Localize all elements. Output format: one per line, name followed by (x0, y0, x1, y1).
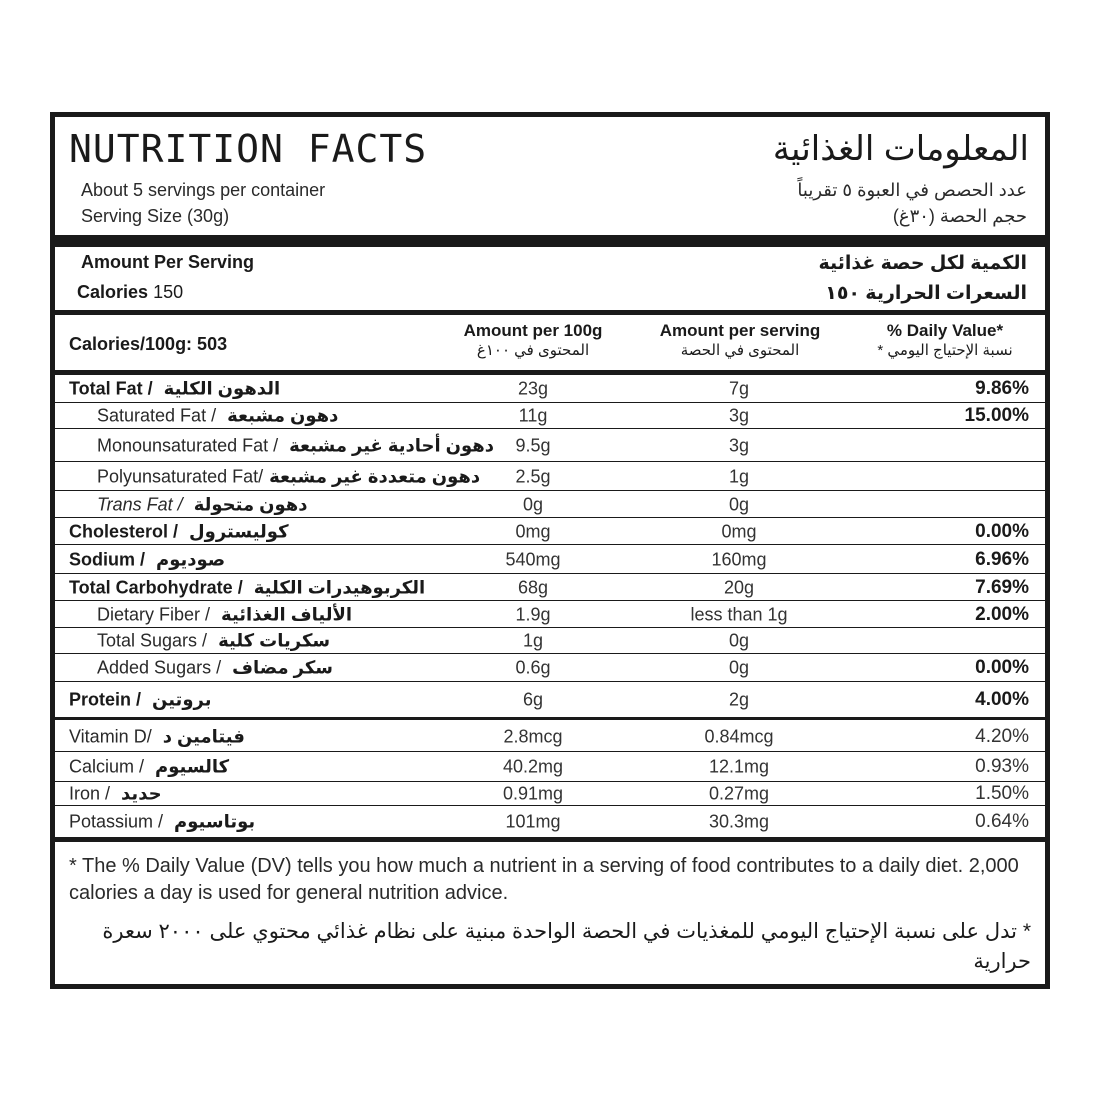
nutrient-name-ar: الكربوهيدرات الكلية (253, 577, 426, 597)
calories-en (77, 282, 183, 303)
nutrient-row (55, 805, 1045, 838)
nutrient-name-en: Saturated Fat / (97, 405, 222, 426)
amount-per-100g: 2.8mcg (503, 726, 563, 747)
nutrient-row (55, 428, 1045, 462)
nutrient-name-ar: فيتامين د (162, 726, 245, 747)
amount-per-serving-en: Amount Per Serving (81, 252, 255, 272)
nutrient-name (97, 604, 352, 625)
col-header-dv-en: % Daily Value* (886, 321, 1004, 340)
nutrient-name-ar: حديد (121, 783, 162, 804)
nutrient-row (55, 544, 1045, 574)
nutrient-row (55, 517, 1045, 545)
daily-value: 7.69% (975, 576, 1029, 598)
nutrient-name-en: Calcium / (69, 756, 150, 777)
amount-per-serving: 2g (728, 689, 750, 710)
amount-per-100g: 68g (517, 577, 549, 597)
calories-per-100g: Calories/100g: 503 (69, 334, 228, 354)
nutrient-name-ar: بوتاسيوم (174, 811, 256, 832)
amount-per-serving: 0g (728, 630, 750, 651)
col-header-perserv-ar: المحتوى في الحصة (680, 342, 800, 359)
nutrient-name (97, 658, 333, 679)
title-en: NUTRITION FACTS (69, 127, 428, 171)
nutrient-row (55, 627, 1045, 654)
col-header-per100-ar: المحتوى في ١٠٠غ (476, 342, 590, 359)
amount-per-100g: 9.5g (515, 435, 551, 455)
amount-per-100g: 0mg (515, 521, 551, 541)
nutrient-row (55, 375, 1045, 402)
amount-per-100g: 1g (522, 630, 544, 651)
amount-per-serving: 0.27mg (708, 783, 770, 804)
servings-per-container-ar: عدد الحصص في العبوة ٥ تقريباً (797, 180, 1027, 200)
nutrient-name (97, 466, 480, 487)
nutrient-row (55, 781, 1045, 806)
nutrient-name-en: Potassium / (69, 811, 169, 832)
nutrient-name-ar: دهون أحادية غير مشبعة (289, 435, 495, 455)
thick-divider (55, 235, 1045, 247)
daily-value: 0.64% (975, 811, 1029, 832)
nutrient-name-ar: سكر مضاف (232, 657, 334, 678)
nutrient-name (97, 494, 307, 515)
nutrient-name-en: Vitamin D/ (69, 726, 157, 747)
daily-value: 6.96% (975, 548, 1029, 570)
nutrient-name (69, 727, 245, 748)
nutrient-row (55, 461, 1045, 491)
nutrient-name-en: Iron / (69, 783, 116, 804)
calories-ar: السعرات الحرارية ١٥٠ (825, 283, 1027, 304)
nutrient-row (55, 653, 1045, 682)
nutrient-name (69, 577, 425, 598)
nutrient-name-ar: كوليسترول (189, 521, 289, 541)
nutrient-name (69, 549, 225, 570)
nutrition-facts-label (50, 112, 1050, 989)
amount-per-serving: 3g (728, 435, 750, 455)
amount-per-serving: 0.84mcg (704, 726, 774, 747)
amount-per-100g: 2.5g (515, 466, 551, 486)
nutrient-name-en: Total Sugars / (97, 630, 213, 651)
nutrient-name-en: Polyunsaturated Fat/ (97, 466, 264, 486)
amount-per-serving: 20g (723, 577, 755, 597)
nutrient-name-ar: سكريات كلية (218, 630, 331, 651)
amount-per-serving: 0g (728, 494, 750, 514)
nutrient-name-ar: دهون متحولة (193, 494, 308, 514)
nutrient-row (55, 490, 1045, 518)
amount-per-100g: 0g (522, 494, 544, 514)
nutrient-row (55, 717, 1045, 754)
daily-value: 0.93% (975, 756, 1029, 777)
nutrient-name (69, 378, 280, 399)
nutrient-name (69, 521, 289, 542)
amount-per-serving: 30.3mg (708, 811, 770, 832)
nutrient-row (55, 600, 1045, 628)
title-ar: المعلومات الغذائية (772, 130, 1029, 168)
col-header-perserv (640, 321, 840, 361)
nutrient-name-en: Dietary Fiber / (97, 604, 216, 624)
col-header-dv (855, 321, 1035, 361)
col-header-per100 (438, 321, 628, 361)
daily-value: 9.86% (975, 377, 1029, 399)
nutrient-name-en: Protein / (69, 689, 147, 710)
amount-per-100g: 6g (522, 689, 544, 710)
amount-per-serving-ar: الكمية لكل حصة غذائية (818, 253, 1027, 274)
nutrient-name-ar: الألياف الغذائية (221, 604, 353, 624)
nutrient-name (69, 812, 255, 833)
nutrient-name-ar: دهون متعددة غير مشبعة (269, 466, 481, 486)
nutrient-row (55, 751, 1045, 782)
nutrient-name (69, 784, 162, 805)
nutrient-name (97, 406, 338, 427)
nutrient-name-ar: صوديوم (156, 549, 226, 569)
nutrient-name-en: Sodium / (69, 549, 150, 569)
daily-value: 0.00% (975, 657, 1029, 678)
amount-per-100g: 11g (518, 405, 548, 426)
col-header-perserv-en: Amount per serving (659, 321, 821, 340)
footnote-en: * The % Daily Value (DV) tells you how much a nutrient in a serving of food contributes to a daily diet. 2,000 calories a day is used for general nutrition advice. (69, 855, 1019, 904)
servings-per-container-en: About 5 servings per container (81, 180, 326, 200)
amount-per-serving: 1g (728, 466, 750, 486)
nutrient-name (69, 757, 229, 778)
calories-label: Calories (77, 282, 149, 302)
calories-value: 150 (153, 282, 184, 302)
amount-per-100g: 540mg (505, 549, 561, 569)
col-header-per100-en: Amount per 100g (463, 321, 603, 340)
amount-per-serving: 7g (728, 378, 750, 398)
serving-size-en: Serving Size (30g) (81, 206, 230, 226)
daily-value: 2.00% (975, 603, 1029, 625)
amount-per-serving: 3g (728, 405, 750, 426)
footnote-ar: * تدل على نسبة الإحتياج اليومي للمغذيات في الحصة الواحدة مبنية على نظام غذائي محتوي على ٢٠٠٠ سعرة حرارية (102, 920, 1031, 973)
col-header-dv-ar: نسبة الإحتياج اليومي * (877, 342, 1013, 359)
nutrient-name (69, 690, 211, 711)
nutrient-name-ar: دهون مشبعة (227, 405, 339, 426)
nutrient-name (97, 435, 494, 456)
daily-value: 4.00% (975, 689, 1029, 710)
nutrient-name (97, 631, 330, 652)
nutrient-name-en: Added Sugars / (97, 657, 227, 678)
nutrient-name-en: Monounsaturated Fat / (97, 435, 284, 455)
nutrient-name-en: Total Fat / (69, 378, 158, 398)
serving-size-ar: حجم الحصة (٣٠غ) (892, 206, 1027, 226)
daily-value: 0.00% (975, 520, 1029, 542)
amount-per-100g: 23g (517, 378, 549, 398)
amount-per-serving: less than 1g (690, 604, 788, 624)
amount-per-100g: 40.2mg (502, 756, 564, 777)
nutrient-name-ar: الدهون الكلية (163, 378, 281, 398)
amount-per-serving: 12.1mg (708, 756, 770, 777)
daily-value: 4.20% (975, 726, 1029, 747)
nutrient-name-ar: كالسيوم (155, 756, 230, 777)
daily-value: 1.50% (975, 783, 1029, 804)
medium-divider (55, 310, 1045, 315)
nutrient-name-ar: بروتين (152, 689, 212, 710)
nutrient-row (55, 573, 1045, 601)
amount-per-serving: 0g (728, 657, 750, 678)
amount-per-100g: 0.6g (515, 657, 551, 678)
daily-value: 15.00% (964, 405, 1029, 426)
amount-per-100g: 0.91mg (502, 783, 564, 804)
amount-per-100g: 101mg (505, 811, 561, 832)
amount-per-serving: 0mg (721, 521, 757, 541)
footnote-divider (55, 837, 1045, 842)
nutrient-row (55, 681, 1045, 718)
amount-per-serving: 160mg (711, 549, 767, 569)
nutrient-name-en: Total Carbohydrate / (69, 577, 248, 597)
nutrient-row (55, 402, 1045, 429)
nutrient-name-en: Cholesterol / (69, 521, 184, 541)
amount-per-100g: 1.9g (515, 604, 551, 624)
nutrient-name-en: Trans Fat / (97, 494, 188, 514)
